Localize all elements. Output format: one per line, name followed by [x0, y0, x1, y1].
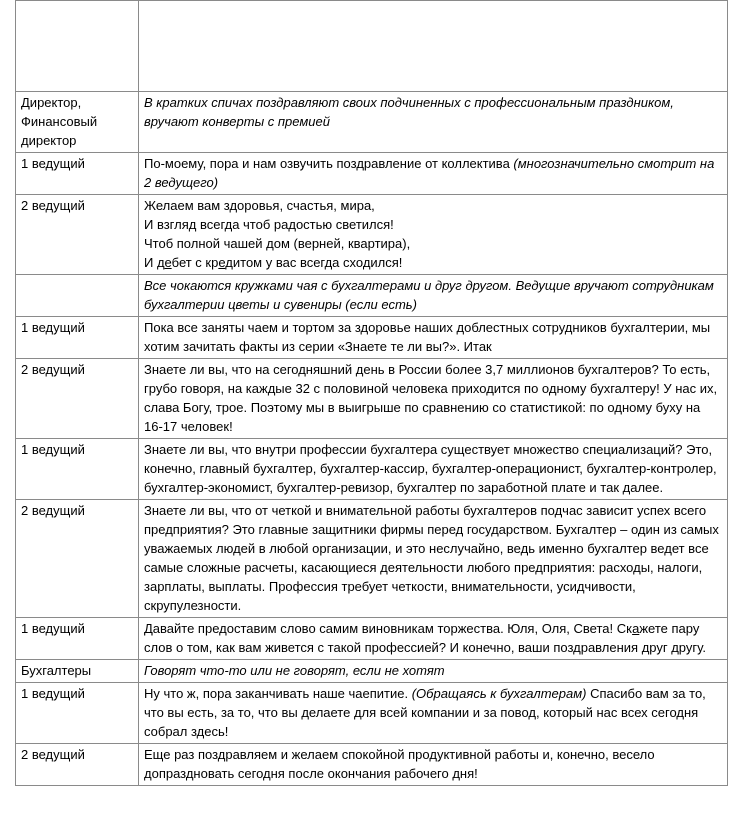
role-cell: 2 ведущий [16, 500, 139, 618]
text-cell [139, 275, 728, 317]
speech-text: Знаете ли вы, что от четкой и внимательной работы бухгалтеров подчас зависит успех всего предприятия? Это главные защитники фирмы перед государством. Бухгалтер – один из самых уважаемых людей в любой организации, и это неслучайно, ведь именно бухгалтер ведет все самые сложные расчеты, касающиеся деятельности любого предприятия: расходы, налоги, зарплаты, выплаты. Профессия требует четкости, внимательности, усидчивости, скрупулезности. [144, 503, 719, 613]
faint-marks [144, 68, 722, 80]
table-row [16, 744, 728, 786]
table-row [16, 195, 728, 275]
role-cell: Бухгалтеры [16, 660, 139, 683]
stressed-letter: а [632, 621, 640, 636]
text-cell [139, 317, 728, 359]
role-cell: 1 ведущий [16, 439, 139, 500]
table-row [16, 500, 728, 618]
table-row [16, 618, 728, 660]
text-cell [139, 153, 728, 195]
speech-text: Спасибо вам за то, что вы есть, за то, что вы делаете для всей компании и за повод, который нас всех сегодня собрал здесь! [144, 686, 706, 739]
speech-text: Еще раз поздравляем и желаем спокойной продуктивной работы и, конечно, весело допраздновать сегодня после окончания рабочего дня! [144, 747, 655, 781]
speech-text: Давайте предоставим слово самим виновникам торжества. Юля, Оля, Света! Ск [144, 621, 633, 636]
table-row [16, 275, 728, 317]
table-row [16, 439, 728, 500]
role-cell: 1 ведущий [16, 153, 139, 195]
stressed-letter: е [164, 255, 172, 270]
speech-text: Знаете ли вы, что на сегодняшний день в России более 3,7 миллионов бухгалтеров? То есть, грубо говоря, на каждые 32 с половиной человека приходится по одному бухгалтеру! У нас их, слава Богу, трое. Поэтому мы в выигрыше по сравнению со статистикой: по одному буху на 16-17 человек! [144, 362, 718, 434]
role-cell [16, 275, 139, 317]
table-row [16, 660, 728, 683]
text-cell [139, 618, 728, 660]
text-cell [139, 1, 728, 92]
stage-direction-text: (многозначительно смотрит на 2 ведущего) [144, 156, 715, 190]
text-cell [139, 500, 728, 618]
stage-direction-text: Говорят что-то или не говорят, если не хотят [144, 663, 445, 678]
speech-text: Ну что ж, пора заканчивать наше чаепитие. [144, 686, 412, 701]
text-cell [139, 359, 728, 439]
role-cell: 1 ведущий [16, 618, 139, 660]
role-cell [16, 1, 139, 92]
stage-direction-text: Все чокаются кружками чая с бухгалтерами и друг другом. Ведущие вручают сотрудникам бухгалтерии цветы и сувениры (если есть) [144, 278, 714, 312]
role-cell: Директор, Финансовый директор [16, 92, 139, 153]
role-cell: 2 ведущий [16, 744, 139, 786]
text-cell [139, 92, 728, 153]
speech-text: жете пару слов о том, как вам живется с такой профессией? И конечно, ваши поздравления друг другу. [144, 621, 706, 655]
text-cell [139, 744, 728, 786]
table-row [16, 317, 728, 359]
speech-text: Знаете ли вы, что внутри профессии бухгалтера существует множество специализаций? Это, конечно, главный бухгалтер, бухгалтер-кассир, бухгалтер-операционист, бухгалтер-контролер, бухгалтер-экономист, бухгалтер-ревизор, бухгалтер по заработной плате и так далее. [144, 442, 717, 495]
stressed-letter: е [218, 255, 226, 270]
text-cell [139, 195, 728, 275]
role-cell: 1 ведущий [16, 683, 139, 744]
stage-direction-text: В кратких спичах поздравляют своих подчиненных с профессиональным праздником, вручают конверты с премией [144, 95, 674, 129]
stage-direction-text: (Обращаясь к бухгалтерам) [411, 686, 587, 701]
speech-text: По-моему, пора и нам озвучить поздравление от коллектива [144, 156, 514, 171]
speech-text: Пока все заняты чаем и тортом за здоровье наших доблестных сотрудников бухгалтерии, мы хотим зачитать факты из серии «Знаете те ли вы?». Итак [144, 320, 711, 354]
table-row [16, 1, 728, 92]
role-cell: 1 ведущий [16, 317, 139, 359]
speech-text: Желаем вам здоровья, счастья, мира, И взгляд всегда чтоб радостью светился! Чтоб полной чашей дом (верней, квартира), И д [144, 198, 411, 270]
table-row [16, 359, 728, 439]
text-cell [139, 660, 728, 683]
role-cell: 2 ведущий [16, 359, 139, 439]
text-cell [139, 439, 728, 500]
text-cell [139, 683, 728, 744]
role-cell: 2 ведущий [16, 195, 139, 275]
table-row [16, 92, 728, 153]
speech-text: бет с кр [171, 255, 219, 270]
table-row [16, 153, 728, 195]
table-row [16, 683, 728, 744]
script-table [15, 0, 728, 786]
speech-text: дитом у вас всегда сходился! [225, 255, 403, 270]
